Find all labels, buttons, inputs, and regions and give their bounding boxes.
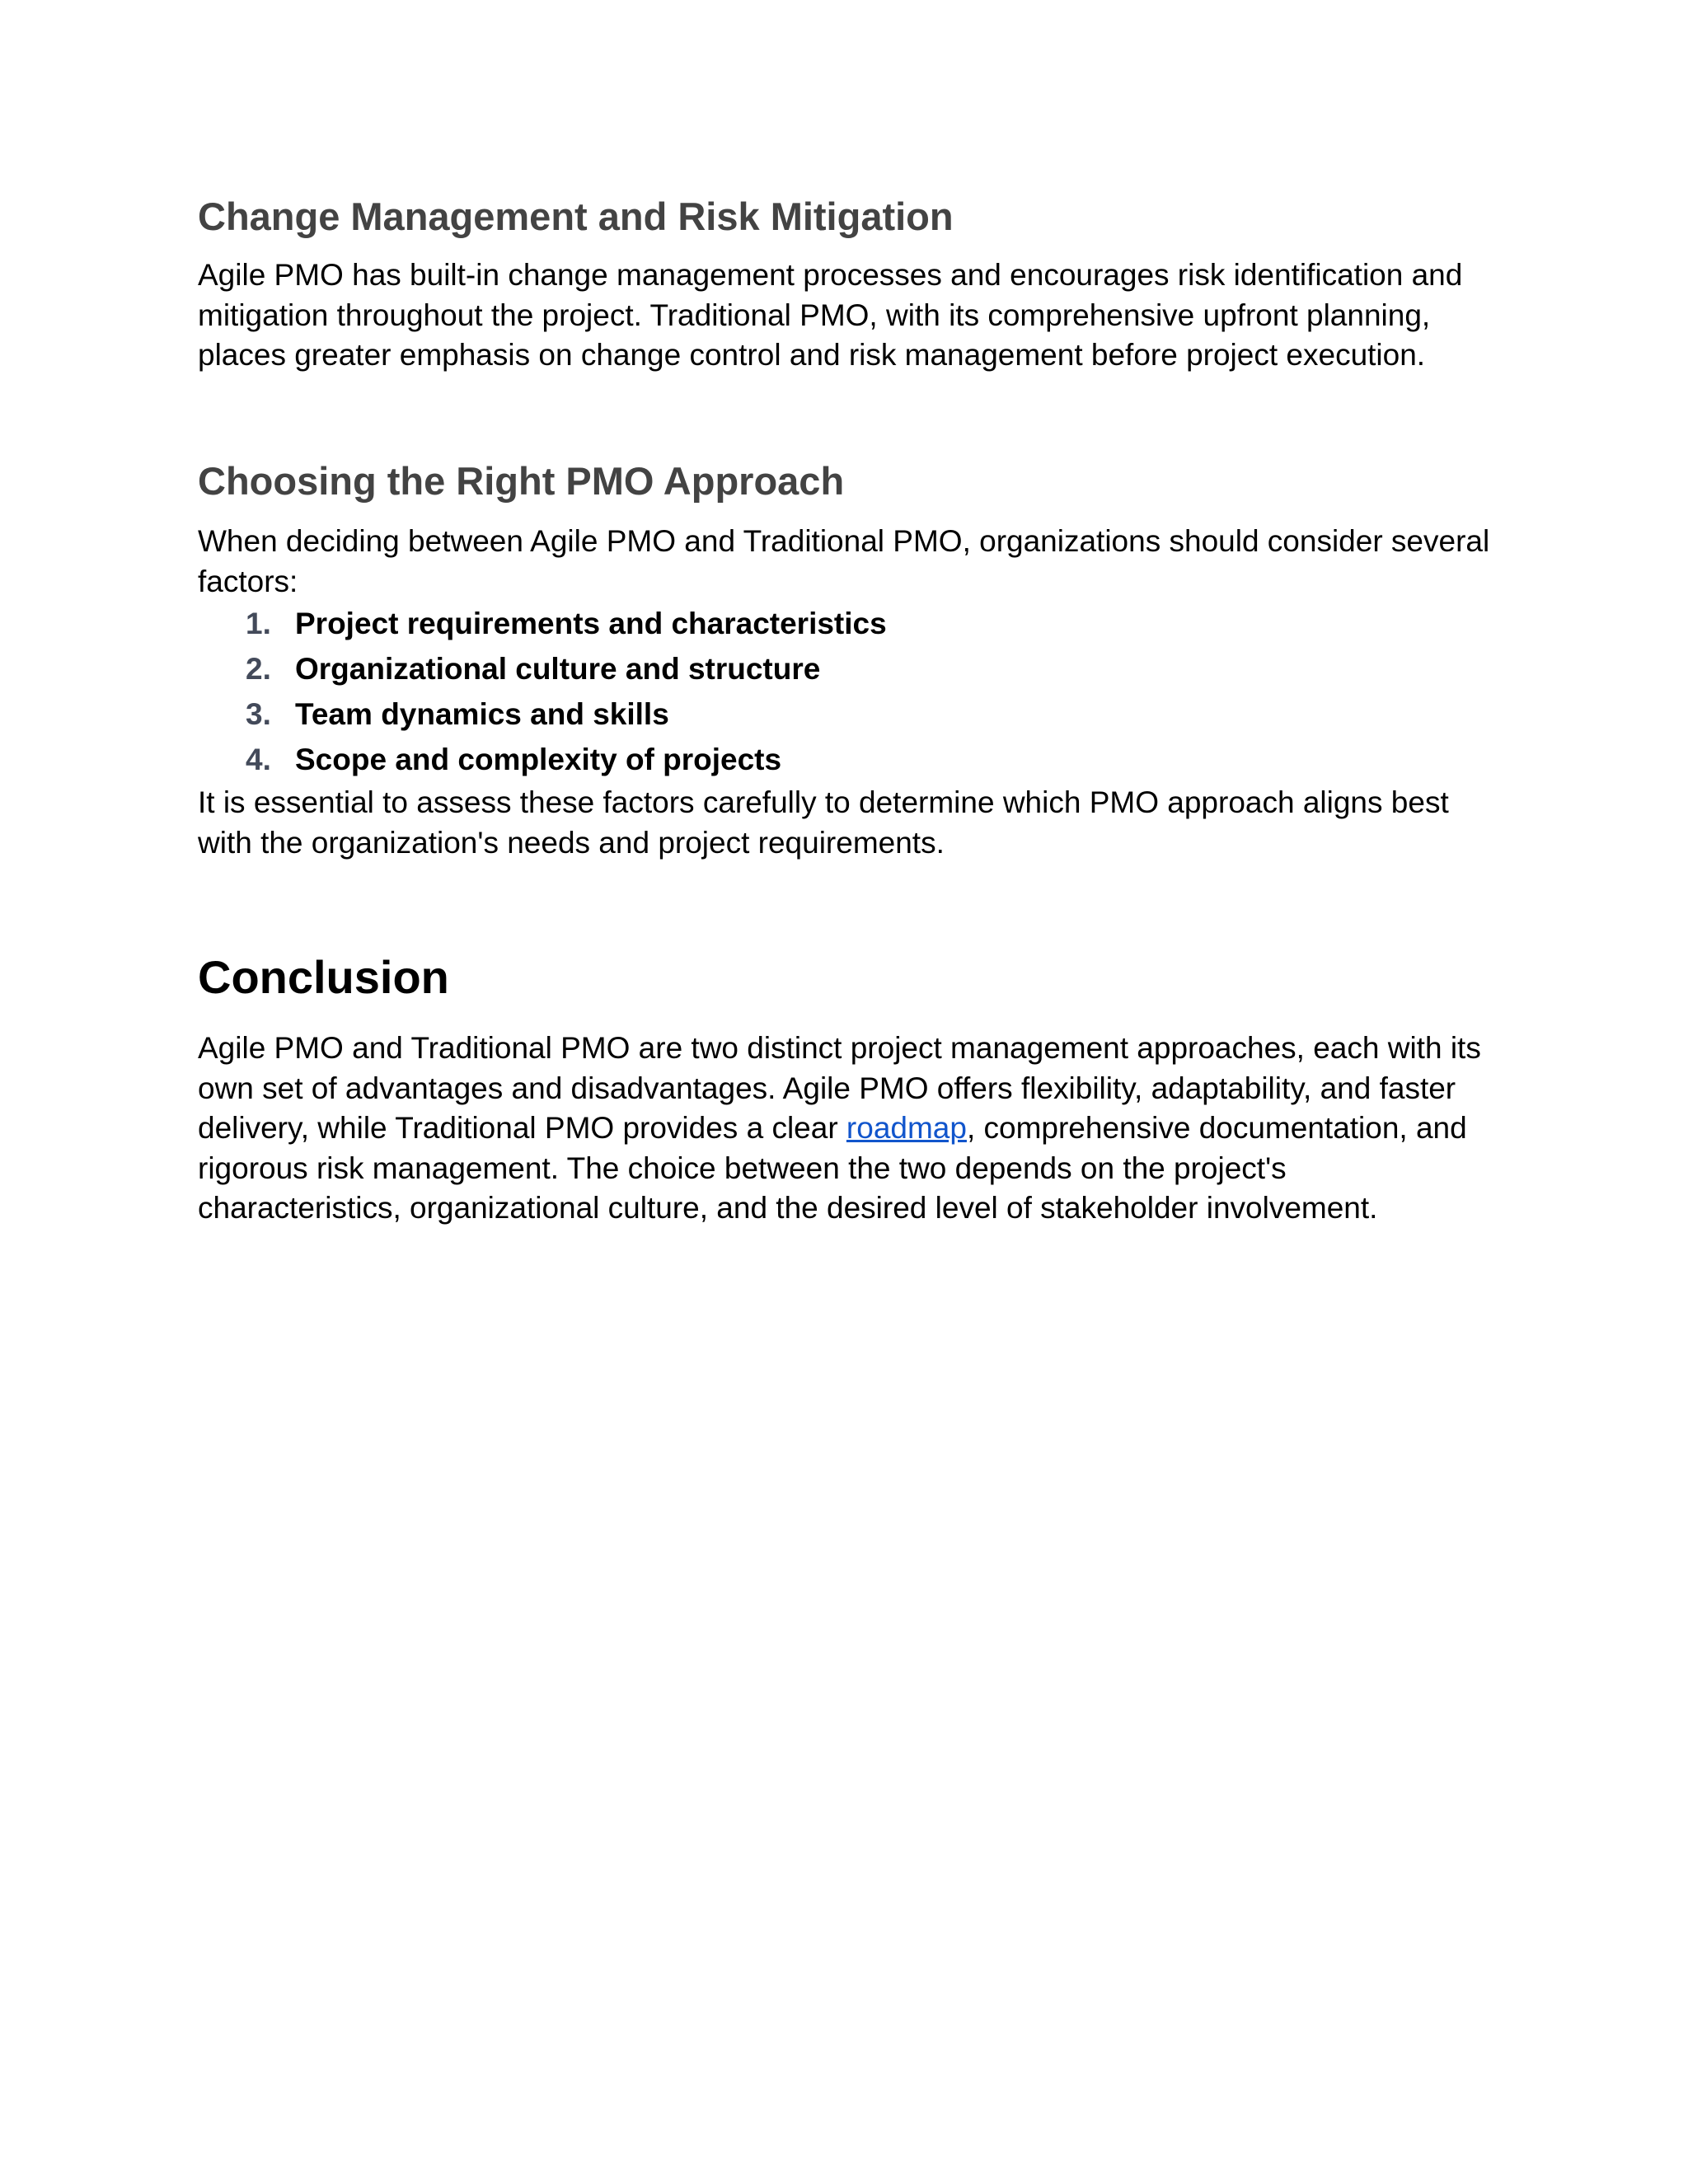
paragraph-line: own set of advantages and disadvantages. Agile PMO offers flexibility, adaptability, and faster [198, 1071, 1456, 1105]
paragraph-line: with the organization's needs and project requirements. [198, 825, 945, 860]
paragraph-line: When deciding between Agile PMO and Traditional PMO, organizations should consider several [198, 524, 1490, 558]
paragraph-line: mitigation throughout the project. Traditional PMO, with its comprehensive upfront planning, [198, 298, 1431, 332]
choosing-intro-paragraph [198, 522, 1508, 602]
paragraph-line: Agile PMO and Traditional PMO are two distinct project management approaches, each with its [198, 1031, 1481, 1065]
list-number: 4. [246, 743, 271, 776]
conclusion-paragraph [198, 1029, 1508, 1229]
roadmap-link[interactable]: roadmap [846, 1111, 967, 1145]
list-item-text: Scope and complexity of projects [295, 743, 782, 776]
choosing-approach-heading: Choosing the Right PMO Approach [198, 459, 845, 503]
list-number: 1. [246, 607, 271, 640]
paragraph-line: Agile PMO has built-in change management processes and encourages risk identification and [198, 258, 1463, 292]
paragraph-line [198, 1111, 1467, 1145]
list-item-text: Project requirements and characteristics [295, 607, 887, 640]
paragraph-line: factors: [198, 564, 298, 598]
paragraph-line: places greater emphasis on change control and risk management before project execution. [198, 338, 1426, 372]
line-text: , comprehensive documentation, and [966, 1111, 1467, 1145]
paragraph-line: characteristics, organizational culture, and the desired level of stakeholder involvement. [198, 1191, 1378, 1225]
list-number: 3. [246, 697, 271, 731]
change-management-heading: Change Management and Risk Mitigation [198, 194, 954, 238]
line-text: delivery, while Traditional PMO provides a clear [198, 1111, 846, 1145]
conclusion-heading: Conclusion [198, 951, 449, 1003]
change-management-paragraph [198, 255, 1508, 376]
paragraph-line: rigorous risk management. The choice between the two depends on the project's [198, 1151, 1287, 1185]
list-item-text: Team dynamics and skills [295, 697, 669, 731]
paragraph-line: It is essential to assess these factors carefully to determine which PMO approach aligns best [198, 785, 1449, 819]
list-number: 2. [246, 652, 271, 686]
list-item-text: Organizational culture and structure [295, 652, 821, 686]
choosing-outro-paragraph [198, 783, 1508, 863]
